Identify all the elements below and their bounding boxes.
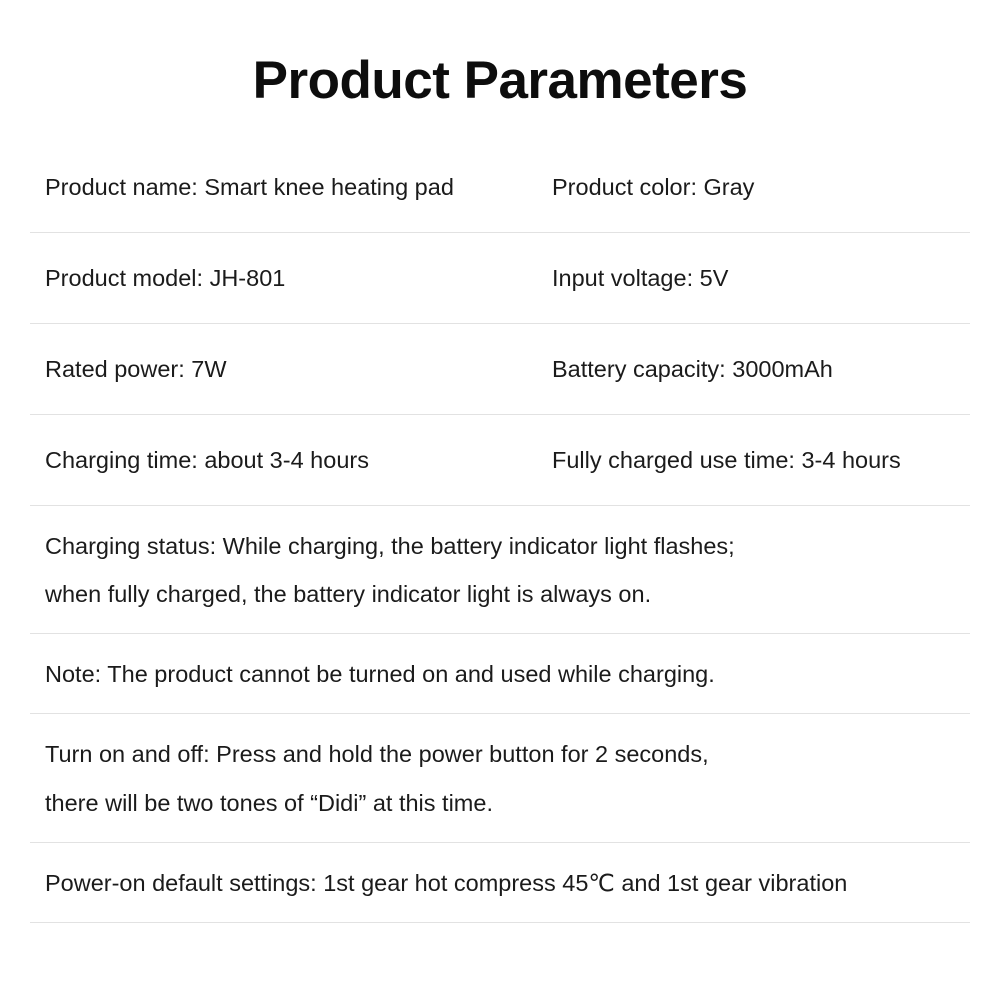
spec-turn-on-off-line-2: there will be two tones of “Didi” at this time.: [45, 789, 493, 816]
table-row: [30, 714, 970, 842]
spec-use-time: Fully charged use time: 3-4 hours: [552, 447, 901, 474]
spec-rated-power: Rated power: 7W: [45, 356, 227, 383]
spec-battery-capacity: Battery capacity: 3000mAh: [552, 356, 833, 383]
spec-charging-status-line-2: when fully charged, the battery indicator light is always on.: [45, 581, 652, 608]
table-row: [30, 634, 970, 714]
spec-charging-status-line-1: Charging status: While charging, the battery indicator light flashes;: [45, 533, 735, 560]
spec-power-on-defaults: [45, 866, 970, 900]
spec-charging-time: Charging time: about 3-4 hours: [45, 447, 369, 474]
table-row: [30, 233, 970, 324]
table-row: [30, 415, 970, 506]
spec-turn-on-off-line-1: Turn on and off: Press and hold the power button for 2 seconds,: [45, 741, 709, 768]
spec-turn-on-off: [45, 737, 970, 819]
spec-power-on-defaults-line-1: Power-on default settings: 1st gear hot compress 45℃ and 1st gear vibration: [45, 869, 848, 896]
table-row: [30, 142, 970, 233]
table-row: [30, 506, 970, 634]
spec-charging-status: [45, 529, 970, 611]
spec-note-line-1: Note: The product cannot be turned on and used while charging.: [45, 661, 715, 688]
spec-input-voltage: Input voltage: 5V: [552, 265, 729, 292]
spec-note: [45, 657, 970, 691]
specification-table: [30, 142, 970, 940]
spec-product-color: Product color: Gray: [552, 174, 755, 201]
page-title: Product Parameters: [252, 51, 748, 110]
spec-product-name: Product name: Smart knee heating pad: [45, 174, 454, 201]
table-row: [30, 324, 970, 415]
spec-product-model: Product model: JH-801: [45, 265, 286, 292]
table-tail-spacer: [30, 923, 970, 941]
table-row: [30, 843, 970, 923]
